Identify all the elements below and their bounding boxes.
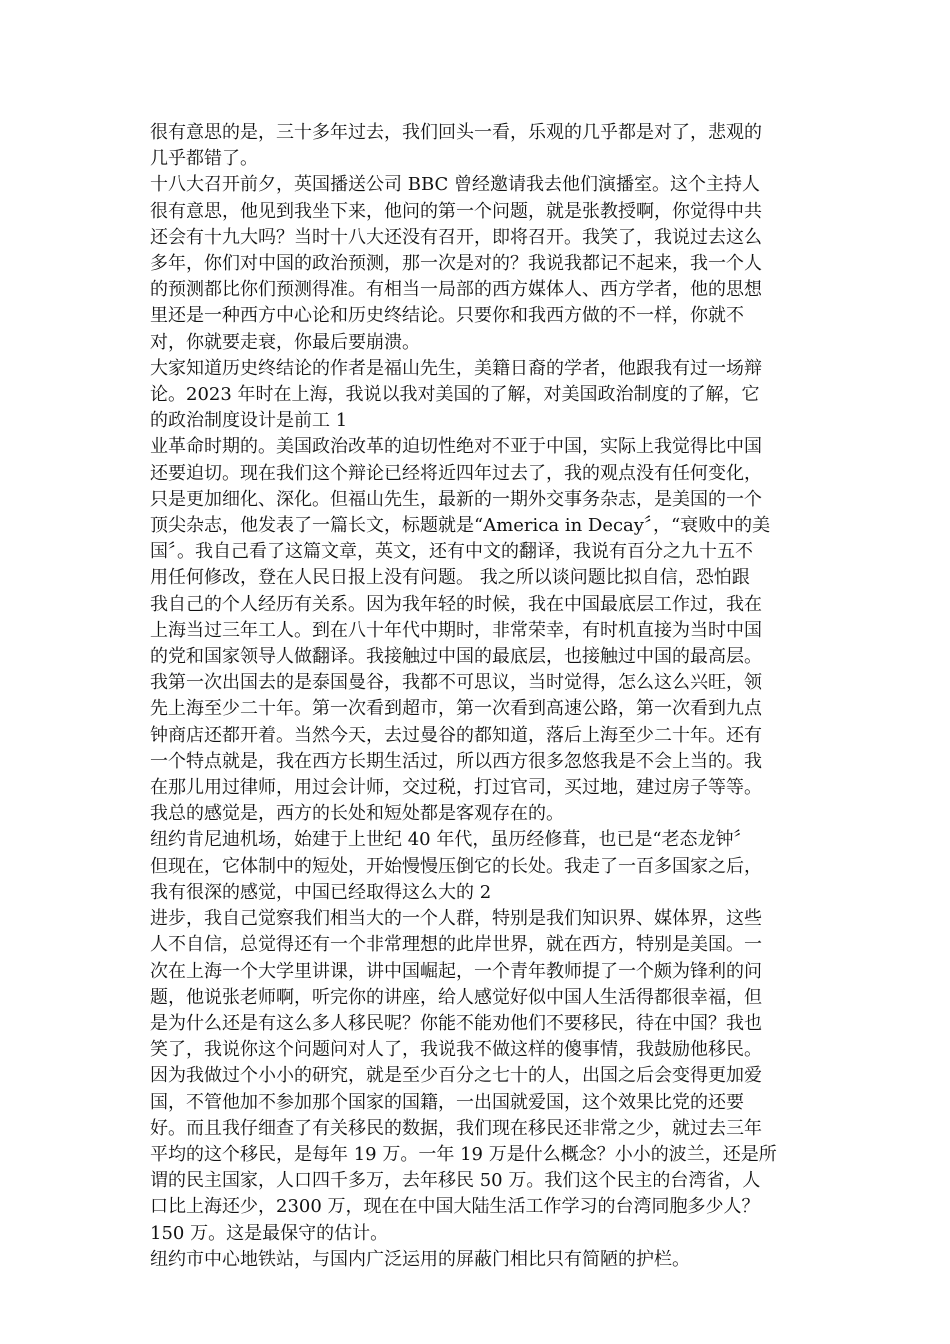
text-line: 国〞。我自己看了这篇文章，英文，还有中文的翻译，我说有百分之九十五不: [150, 541, 753, 563]
text-line: 的政治制度设计是前工 1: [150, 410, 348, 432]
text-line: 我有很深的感觉，中国已经取得这么大的 2: [150, 881, 492, 903]
text-line: 题，他说张老师啊，听完你的讲座，给人感觉好似中国人生活得都很幸福，但: [150, 986, 762, 1008]
text-line: 好。而且我仔细查了有关移民的数据，我们现在移民还非常之少，就过去三年: [150, 1117, 762, 1139]
text-line: 还要迫切。现在我们这个辩论已经将近四年过去了，我的观点没有任何变化，: [150, 462, 762, 484]
document-body: [150, 120, 800, 1273]
text-line: 业革命时期的。美国政治改革的迫切性绝对不亚于中国，实际上我觉得比中国: [150, 436, 762, 458]
text-line: 但现在，它体制中的短处，开始慢慢压倒它的长处。我走了一百多国家之后，: [150, 855, 762, 877]
text-line: 的党和国家领导人做翻译。我接触过中国的最底层，也接触过中国的最高层。: [150, 646, 762, 668]
caption-nyc-subway: [150, 1247, 800, 1273]
caption-jfk-airport: [150, 827, 800, 853]
text-line: 对，你就要走衰，你最后要崩溃。: [150, 331, 420, 353]
text-line: 在那儿用过律师，用过会计师，交过税，打过官司，买过地，建过房子等等。: [150, 777, 762, 799]
text-line: 我总的感觉是，西方的长处和短处都是客观存在的。: [150, 803, 564, 825]
text-line: 里还是一种西方中心论和历史终结论。只要你和我西方做的不一样，你就不: [150, 305, 744, 327]
text-line: 还会有十九大吗？当时十八大还没有召开，即将召开。我笑了，我说过去这么: [150, 226, 762, 248]
text-line: 的预测都比你们预测得准。有相当一局部的西方媒体人、西方学者，他的思想: [150, 279, 762, 301]
text-line: 论。2023 年时在上海，我说以我对美国的了解，对美国政治制度的了解，它: [150, 384, 760, 406]
text-line: 上海当过三年工人。到在八十年代中期时，非常荣幸，有时机直接为当时中国: [150, 619, 762, 641]
paragraph-optimists: [150, 120, 800, 172]
text-line: 大家知道历史终结论的作者是福山先生，美籍日裔的学者，他跟我有过一场辩: [150, 357, 762, 379]
text-line: 钟商店还都开着。当然今天，去过曼谷的都知道，落后上海至少二十年。还有: [150, 724, 762, 746]
paragraph-fukuyama: [150, 356, 800, 435]
text-line: 顶尖杂志，他发表了一篇长文，标题就是“America in Decay〞，“衰败中的美: [150, 515, 771, 537]
text-line: 谓的民主国家，人口四千多万，去年移民 50 万。我们这个民主的台湾省，人: [150, 1170, 761, 1192]
text-line: 很有意思的是，三十多年过去，我们回头一看，乐观的几乎都是对了，悲观的: [150, 122, 762, 143]
text-line: 国，不管他加不参加那个国家的国籍，一出国就爱国，这个效果比党的还要: [150, 1091, 744, 1113]
text-line: 十八大召开前夕，英国播送公司 BBC 曾经邀请我去他们演播室。这个主持人: [150, 174, 761, 196]
text-line: 纽约肯尼迪机场，始建于上世纪 40 年代，虽历经修葺，也已是“老态龙钟〞: [150, 829, 752, 851]
text-line: 多年，你们对中国的政治预测，那一次是对的？我说我都记不起来，我一个人: [150, 253, 762, 275]
text-line: 先上海至少二十年。第一次看到超市，第一次看到高速公路，第一次看到九点: [150, 698, 762, 720]
text-line: 150 万。这是最保守的估计。: [150, 1222, 389, 1244]
text-line: 因为我做过个小小的研究，就是至少百分之七十的人，出国之后会变得更加爱: [150, 1065, 762, 1087]
paragraph-bbc-interview: [150, 172, 800, 355]
text-line: 口比上海还少，2300 万，现在在中国大陆生活工作学习的台湾同胞多少人？: [150, 1196, 760, 1218]
text-line: 一个特点就是，我在西方长期生活过，所以西方很多忽悠我是不会上当的。我: [150, 750, 762, 772]
text-line: 次在上海一个大学里讲课，讲中国崛起，一个青年教师提了一个颇为锋利的问: [150, 960, 762, 982]
text-line: 很有意思，他见到我坐下来，他问的第一个问题，就是张教授啊，你觉得中共: [150, 200, 762, 222]
text-line: 我自己的个人经历有关系。因为我年轻的时候，我在中国最底层工作过，我在: [150, 593, 762, 615]
paragraph-emigration: [150, 906, 800, 1247]
paragraph-progress: [150, 854, 800, 906]
text-line: 我第一次出国去的是泰国曼谷，我都不可思议，当时觉得，怎么这么兴旺，领: [150, 672, 762, 694]
text-line: 只是更加细化、深化。但福山先生，最新的一期外交事务杂志，是美国的一个: [150, 488, 762, 510]
paragraph-experience: [150, 434, 800, 827]
text-line: 纽约市中心地铁站，与国内广泛运用的屏蔽门相比只有简陋的护栏。: [150, 1248, 690, 1270]
text-line: 人不自信，总觉得还有一个非常理想的此岸世界，就在西方，特别是美国。一: [150, 934, 762, 956]
text-line: 是为什么还是有这么多人移民呢？你能不能劝他们不要移民，待在中国？我也: [150, 1012, 762, 1034]
text-line: 平均的这个移民，是每年 19 万。一年 19 万是什么概念？小小的波兰，还是所: [150, 1143, 777, 1165]
text-line: 进步，我自己觉察我们相当大的一个人群，特别是我们知识界、媒体界，这些: [150, 908, 762, 930]
text-line: 用任何修改，登在人民日报上没有问题。 我之所以谈问题比拟自信，恐怕跟: [150, 567, 750, 589]
text-line: 笑了，我说你这个问题问对人了，我说我不做这样的傻事情，我鼓励他移民。: [150, 1039, 762, 1061]
text-line: 几乎都错了。: [150, 148, 258, 170]
